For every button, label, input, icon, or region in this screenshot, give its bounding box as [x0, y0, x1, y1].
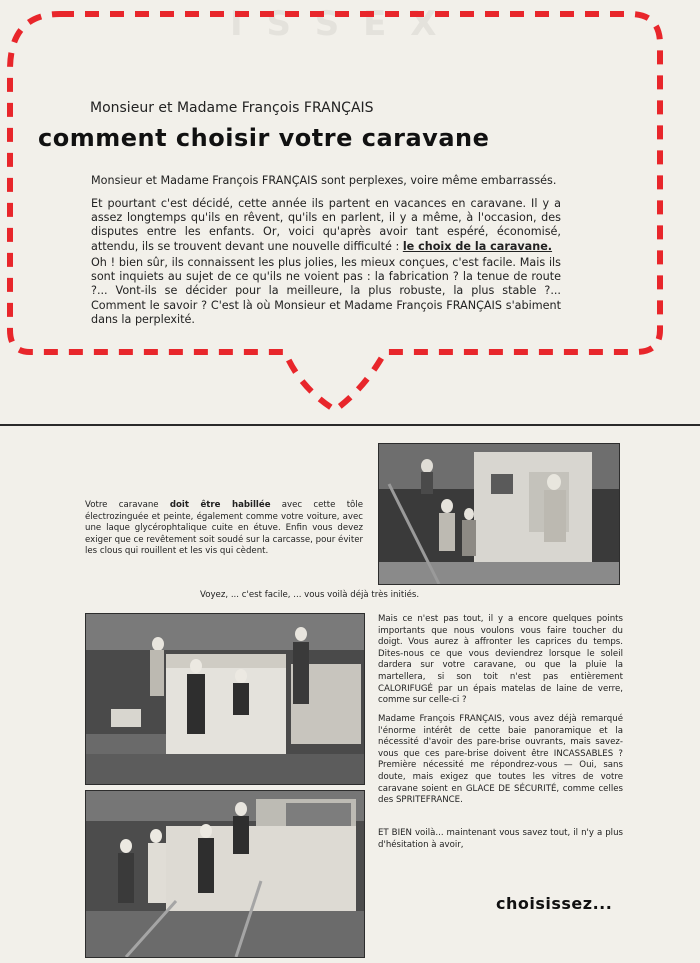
- body-text-paneling: [85, 500, 363, 558]
- photo-safety-glass: [85, 790, 365, 958]
- body-text-windows: Madame François FRANÇAIS, vous avez déjà remarqué l'énorme intérêt de cette baie panoramique et la nécessité d'avoir des pare-brise ouvrants, mais savez-vous que ces pare-brise doivent être INCASSABLES ? Première nécessité me répondrez-vous — Oui, sans doute, mais exigez que toutes les vitres de votre caravane soient en GLACE DE SÉCURITÉ, comme celles des SPRITEFRANCE.: [378, 714, 623, 806]
- body-text-paneling-bold: doit être habillée: [169, 500, 271, 510]
- intro-paragraph-1-text: Monsieur et Madame François FRANÇAIS sont perplexes, voire même embarrassés.: [91, 174, 557, 187]
- intro-paragraph-3: [91, 256, 561, 327]
- body-text-insulation: Mais ce n'est pas tout, il y a encore quelques points importants que nous voulons vous faire toucher du doigt. Vous aurez à affronter les caprices du temps. Dites-nous ce que vous deviendrez lorsque le soleil dardera sur votre caravane, ou que la pluie la martellera, si son toit n'est pas entièrement CALORIFUGÉ par un épais matelas de laine de verre, comme sur celle-ci ?: [378, 614, 623, 706]
- body-text-paneling-start: Votre caravane: [85, 500, 170, 510]
- print-through-ghost: I S S E X: [230, 4, 443, 44]
- intro-paragraph-3-text: Oh ! bien sûr, ils connaissent les plus jolies, les mieux conçues, c'est facile. Mais ils sont inquiets au sujet de ce qu'ils ne voient pas : la fabrication ? la tenue de route ?... Vont-ils se décider pour la meilleure, la plus robuste, la plus stable ?... Comment le savoir ? C'est là où Monsieur et Madame François FRANÇAIS s'abiment dans la perplexité.: [91, 256, 561, 326]
- page-headline: comment choisir votre caravane: [38, 124, 490, 152]
- photo-caravan-panel: [378, 443, 620, 585]
- body-text-paneling-end: avec cette tôle électrozinguée et peinte, également comme votre voiture, avec une laque glycérophtalique cuite en étuve. Enfin vous devez exiger que ce revêtement soit soudé sur la carcasse, pour éviter les clous qui rouillent et les vis qui cèdent.: [85, 500, 364, 557]
- intro-emphasis: le choix de la caravane.: [402, 239, 553, 253]
- intro-paragraph-2: [91, 197, 561, 254]
- intro-paragraph-2-text: Et pourtant c'est décidé, cette année ils partent en vacances en caravane. Il y a assez longtemps qu'ils en rêvent, qu'ils en parlent, il y a même, à l'occasion, des disputes entre les enfants. Or, voici qu'après avoir tant espéré, économisé, attendu, ils se trouvent devant une nouvelle difficulté :: [91, 197, 561, 253]
- body-text-conclusion: ET BIEN voilà... maintenant vous savez tout, il n'y a plus d'hésitation à avoir,: [378, 828, 623, 850]
- page-subtitle: Monsieur et Madame François FRANÇAIS: [90, 100, 374, 116]
- section-divider: [0, 424, 700, 426]
- closing-call-to-action: choisissez...: [496, 894, 613, 913]
- intro-paragraph-1: [91, 174, 561, 188]
- photo-roof-insulation: [85, 613, 365, 785]
- photo-caption: Voyez, ... c'est facile, ... vous voilà déjà très initiés.: [200, 590, 420, 600]
